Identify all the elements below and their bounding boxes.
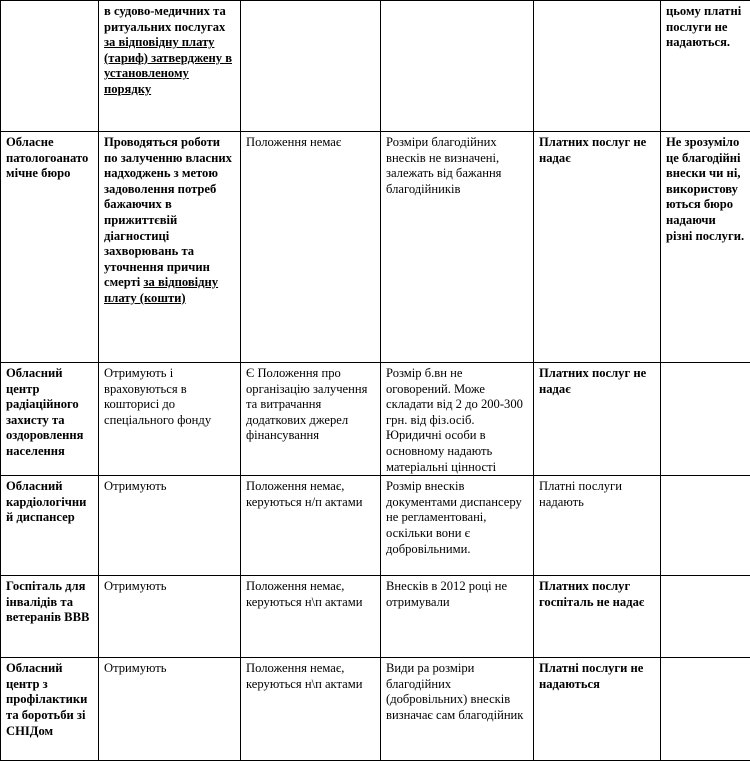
funding-text: Проводяться роботи по залученню власних надходжень з метою задоволення потреб бажаючих в прижиттєвій діагностиці захворювань та уточнення причин смерті <box>104 135 232 289</box>
note-cell <box>661 576 750 658</box>
institution-name-cell: Обласне патологоанатомічне бюро <box>1 132 99 363</box>
funding-underlined-text: за відповідну плату (тариф) затверджену в установленому порядку <box>104 35 232 96</box>
table-row <box>1 658 750 761</box>
funding-cell <box>99 132 241 363</box>
note-cell <box>661 363 750 476</box>
institution-name-cell: Госпіталь для інвалідів та ветеранів ВВВ <box>1 576 99 658</box>
paid-services-cell <box>534 1 661 132</box>
paid-services-cell: Платних послуг не надає <box>534 363 661 476</box>
paid-services-cell: Платних послуг не надає <box>534 132 661 363</box>
table-row <box>1 576 750 658</box>
paid-services-cell: Платних послуг госпіталь не надає <box>534 576 661 658</box>
regulation-cell: Положення немає, керуються н/п актами <box>241 476 381 576</box>
regulation-cell: Положення немає, керуються н\п актами <box>241 658 381 761</box>
contributions-cell: Види ра розміри благодійних (добровільних) внесків визначає сам благодійник <box>381 658 534 761</box>
funding-text: Отримують і враховуються в кошторисі до спеціального фонду <box>104 366 211 427</box>
note-cell: цьому платні послуги не надаються. <box>661 1 750 132</box>
institution-name-cell: Обласний центр радіаційного захисту та оздоровлення населення <box>1 363 99 476</box>
regulation-cell <box>241 1 381 132</box>
funding-cell <box>99 363 241 476</box>
funding-text: Отримують <box>104 479 167 493</box>
funding-text: в судово-медичних та ритуальних послугах <box>104 4 226 34</box>
institution-name-cell: Обласний кардіологічний диспансер <box>1 476 99 576</box>
table-row <box>1 363 750 476</box>
regulation-cell: Положення немає, керуються н\п актами <box>241 576 381 658</box>
note-cell <box>661 658 750 761</box>
funding-cell <box>99 576 241 658</box>
contributions-cell: Розмір б.вн не оговорений. Може складати від 2 до 200-300 грн. від фіз.осіб. Юридичні особи в основному надають матеріальні цінності <box>381 363 534 476</box>
regulation-cell: Положення немає <box>241 132 381 363</box>
funding-cell <box>99 1 241 132</box>
funding-cell <box>99 658 241 761</box>
regulation-cell: Є Положення про організацію залучення та витрачання додаткових джерел фінансування <box>241 363 381 476</box>
institution-name-cell: Обласний центр з профілактики та боротьби зі СНІДом <box>1 658 99 761</box>
funding-text: Отримують <box>104 579 167 593</box>
table-row <box>1 1 750 132</box>
contributions-cell <box>381 1 534 132</box>
contributions-cell: Розміри благодійних внесків не визначені, залежать від бажання благодійників <box>381 132 534 363</box>
note-cell <box>661 476 750 576</box>
table-row <box>1 132 750 363</box>
table-row <box>1 476 750 576</box>
paid-services-cell: Платні послуги надають <box>534 476 661 576</box>
institution-name-cell <box>1 1 99 132</box>
paid-services-cell: Платні послуги не надаються <box>534 658 661 761</box>
note-cell: Не зрозуміло це благодійні внески чи ні, використовуються бюро надаючи різні послуги. <box>661 132 750 363</box>
contributions-cell: Внесків в 2012 році не отримували <box>381 576 534 658</box>
funding-underlined-text: за відповідну плату (кошти) <box>104 275 218 305</box>
funding-text: Отримують <box>104 661 167 675</box>
funding-cell <box>99 476 241 576</box>
contributions-cell: Розмір внесків документами диспансеру не регламентовані, оскільки вони є добровільними. <box>381 476 534 576</box>
